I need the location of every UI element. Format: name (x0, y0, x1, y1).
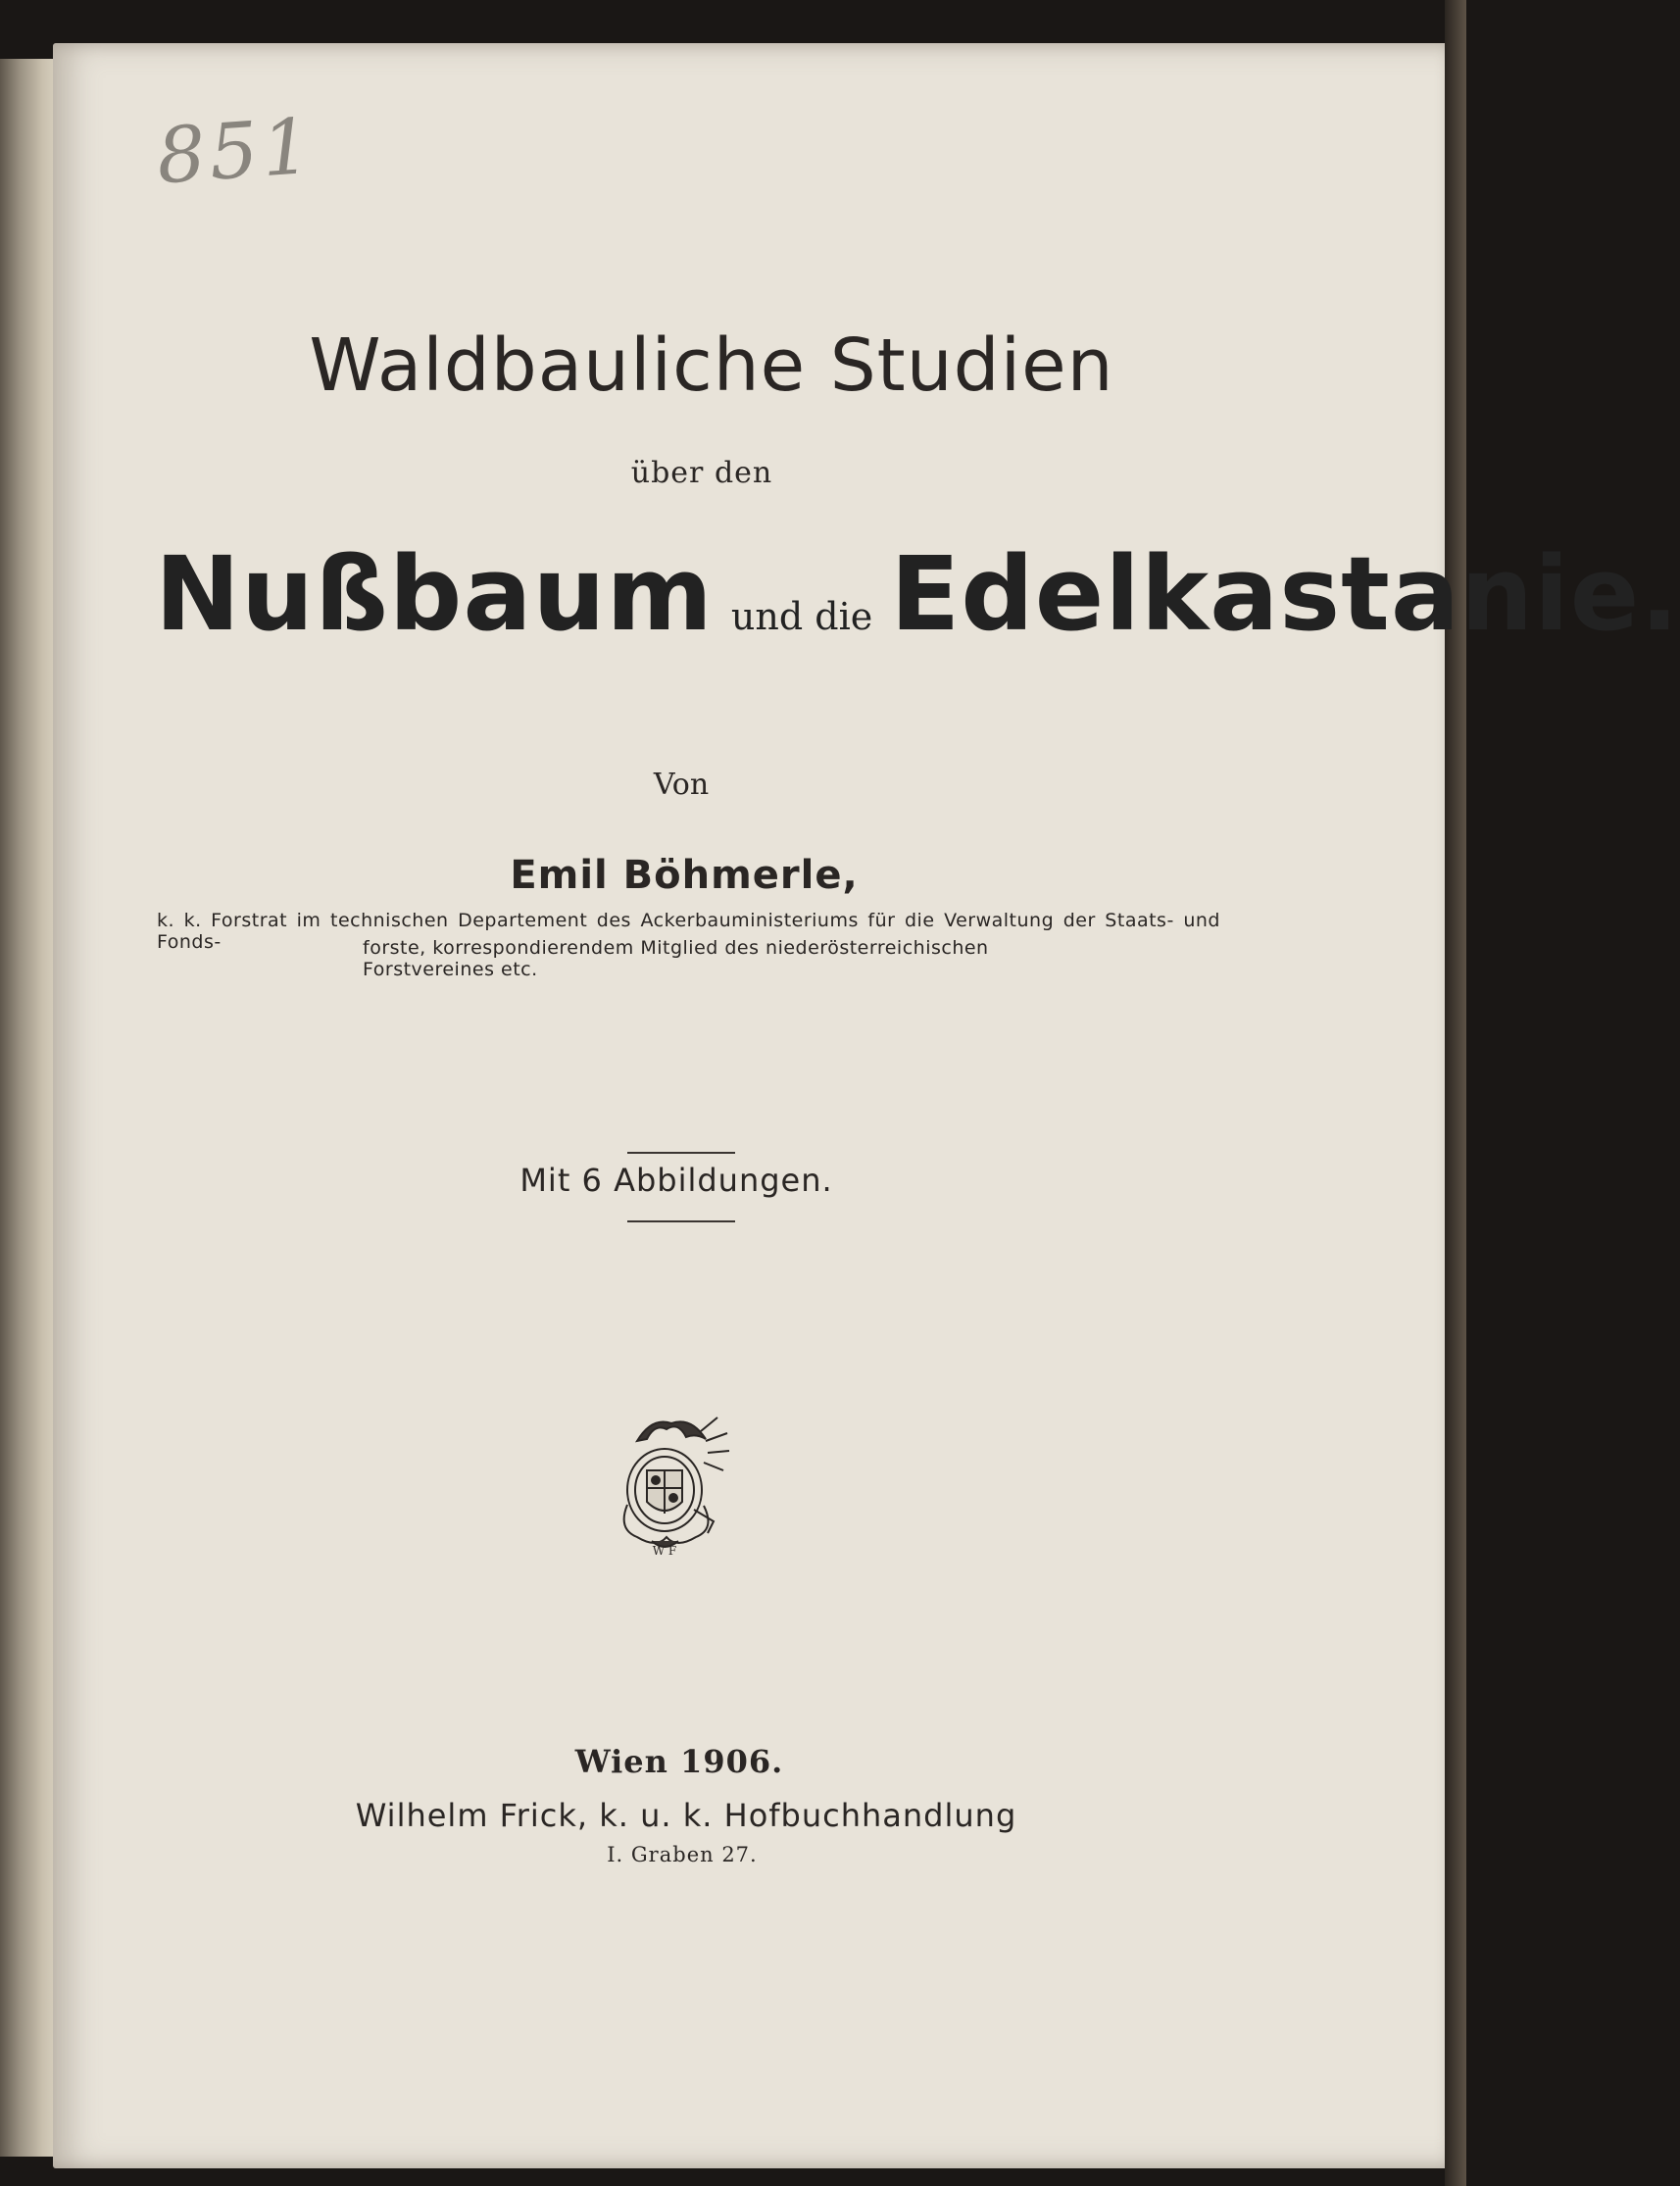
title-line-1 (0, 323, 1466, 408)
imprint-city-year-text: Wien 1906. (574, 1743, 784, 1780)
imprint-address (0, 1843, 1466, 1866)
imprint-city-year (0, 1743, 1466, 1780)
imprint-publisher (0, 1797, 1466, 1834)
illustrations-note (0, 1162, 1466, 1199)
author-name-text: Emil Böhmerle, (510, 853, 859, 898)
title-connector (0, 456, 1466, 490)
title-word-edelkastanie: Edelkastanie. (890, 534, 1680, 654)
by-label-text: Von (653, 768, 710, 802)
author-description-line-1: k. k. Forstrat im technischen Departement des Ackerbauministeriums für die Verwaltung der Staats- und Fonds- (157, 910, 1220, 953)
author-description-line-2: forste, korrespondierendem Mitglied des niederösterreichischen Forstvereines etc. (363, 937, 989, 980)
svg-text:W F: W F (652, 1544, 677, 1558)
imprint-publisher-text: Wilhelm Frick, k. u. k. Hofbuchhandlung (355, 1797, 1017, 1834)
title-line-1-text: Waldbauliche Studien (309, 323, 1114, 408)
by-label (0, 768, 1466, 802)
divider-bottom (627, 1220, 735, 1222)
illustrations-note-text: Mit 6 Abbildungen. (519, 1162, 833, 1199)
author-name (0, 853, 1466, 898)
imprint-address-text: I. Graben 27. (607, 1843, 758, 1866)
title-line-2 (155, 534, 1680, 654)
title-word-nussbaum: Nußbaum (155, 534, 714, 654)
divider-top (627, 1152, 735, 1154)
handwritten-shelfmark: 851 (154, 102, 318, 202)
publisher-emblem-icon (608, 1412, 735, 1559)
title-connector-text: über den (630, 456, 773, 490)
title-and: und die (730, 595, 873, 638)
